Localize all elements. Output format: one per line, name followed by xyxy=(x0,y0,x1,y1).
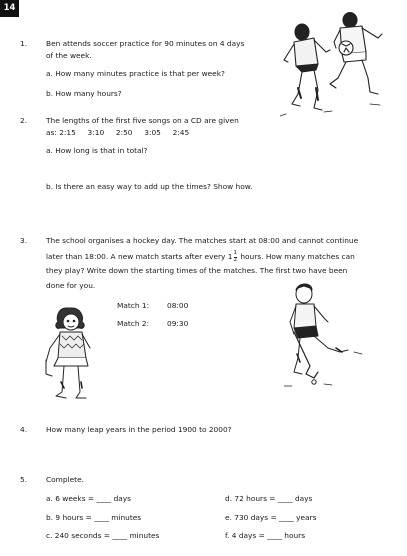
q1-part-b: b. How many hours? xyxy=(46,89,122,98)
q3-fraction-denominator: 2 xyxy=(233,256,237,263)
page-number-badge: 14 xyxy=(0,0,19,17)
q3-fraction xyxy=(234,251,238,263)
q5-part-b: b. 9 hours = ____ minutes xyxy=(46,513,142,522)
q1-line2: of the week. xyxy=(46,51,92,60)
q5-part-f: f. 4 days = ____ hours xyxy=(225,531,306,540)
q2-part-b: b. Is there an easy way to add up the times? Show how. xyxy=(46,182,253,191)
q5-part-e: e. 730 days = ____ years xyxy=(225,513,317,522)
q5-part-a: a. 6 weeks = ____ days xyxy=(46,494,132,503)
match1-label: Match 1: xyxy=(117,301,150,310)
soccer-players-illustration xyxy=(280,8,388,120)
q4-text: How many leap years in the period 1900 to 2000? xyxy=(46,425,232,434)
q2-line1: The lengths of the first five songs on a CD are given xyxy=(46,116,239,125)
q3-line3: they play? Write down the starting times of the matches. The first two have been xyxy=(46,266,348,275)
q1-number: 1. xyxy=(20,39,28,48)
q5-number: 5. xyxy=(20,475,28,484)
q3-line2-pre: later than 18:00. A new match starts after every 1 xyxy=(46,252,233,261)
q5-part-d: d. 72 hours = ____ days xyxy=(225,494,313,503)
q3-line2 xyxy=(46,251,355,263)
q4-number: 4. xyxy=(20,425,28,434)
q3-fraction-numerator: 1 xyxy=(233,250,237,256)
q2-part-a: a. How long is that in total? xyxy=(46,146,148,155)
q3-number: 3. xyxy=(20,236,28,245)
hockey-boy-illustration xyxy=(284,282,368,392)
q3-line1: The school organises a hockey day. The matches start at 08:00 and cannot continue xyxy=(46,236,359,245)
q5-text: Complete. xyxy=(46,475,84,484)
q1-line1: Ben attends soccer practice for 90 minutes on 4 days xyxy=(46,39,245,48)
q2-number: 2. xyxy=(20,116,28,125)
q3-line2-post: hours. How many matches can xyxy=(238,252,355,261)
hockey-girl-illustration xyxy=(44,304,112,404)
match1-time: 08:00 xyxy=(167,301,189,310)
q5-part-c: c. 240 seconds = ____ minutes xyxy=(46,531,160,540)
q3-line4: done for you. xyxy=(46,281,96,290)
q2-line2: as: 2:15 3:10 2:50 3:05 2:45 xyxy=(46,128,190,137)
match2-time: 09:30 xyxy=(167,319,189,328)
q1-part-a: a. How many minutes practice is that per week? xyxy=(46,69,225,78)
match2-label: Match 2: xyxy=(117,319,150,328)
